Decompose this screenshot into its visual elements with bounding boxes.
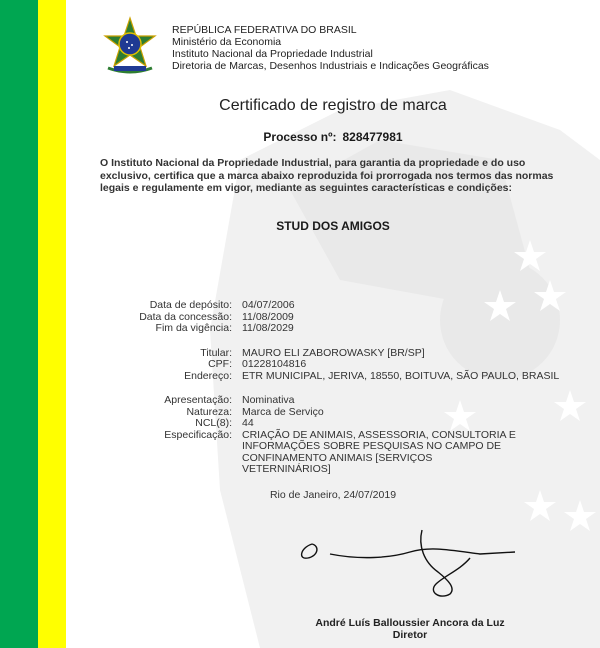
header-line-republic: REPÚBLICA FEDERATIVA DO BRASIL bbox=[172, 24, 357, 36]
address-label: Endereço: bbox=[184, 369, 232, 382]
intro-paragraph: O Instituto Nacional da Propriedade Industrial, para garantia da propriedade e do uso exclusivo, certifica que a marca abaixo reproduzida foi prorrogada nos termos das normas legais e regulamente em vigor, mediante as seguintes características e condições: bbox=[100, 157, 554, 194]
nature-value: Marca de Serviço bbox=[242, 405, 324, 418]
cpf-value: 01228104816 bbox=[242, 358, 307, 370]
cpf-label: CPF: bbox=[208, 358, 232, 370]
end-date-label: Fim da vigência: bbox=[155, 322, 232, 334]
process-label: Processo nº: bbox=[263, 130, 337, 144]
cpf-row bbox=[0, 359, 562, 371]
process-number bbox=[66, 130, 600, 144]
deposit-date-label: Data de depósito: bbox=[149, 299, 232, 311]
director-signature bbox=[290, 528, 520, 600]
place-date: Rio de Janeiro, 24/07/2019 bbox=[269, 489, 397, 501]
specification-row bbox=[0, 430, 562, 476]
ncl-label: NCL(8): bbox=[195, 417, 232, 429]
deposit-date-value: 04/07/2006 bbox=[242, 299, 295, 311]
address-row bbox=[0, 371, 562, 383]
header-line-directorate: Diretoria de Marcas, Desenhos Industriais e Indicações Geográficas bbox=[172, 60, 489, 72]
deposit-date-row bbox=[0, 300, 562, 312]
grant-date-value: 11/08/2009 bbox=[242, 310, 294, 323]
mark-name: STUD DOS AMIGOS bbox=[276, 219, 390, 233]
certificate-title: Certificado de registro de marca bbox=[219, 97, 447, 114]
nature-row bbox=[0, 407, 562, 419]
brazil-coat-of-arms-seal bbox=[100, 16, 160, 76]
end-date-value: 11/08/2029 bbox=[242, 322, 294, 334]
specification-value: CRIAÇÃO DE ANIMAIS, ASSESSORIA, CONSULTORIA E INFORMAÇÕES SOBRE PESQUISAS NO CAMPO DE CONFINAMENTO ANIMAIS [SERVIÇOS VETERNINÁRIOS] bbox=[242, 428, 516, 475]
nature-label: Natureza: bbox=[186, 405, 232, 418]
grant-date-label: Data da concessão: bbox=[139, 310, 232, 323]
address-value: ETR MUNICIPAL, JERIVA, 18550, BOITUVA, SÃO PAULO, BRASIL bbox=[242, 369, 560, 382]
ncl-row bbox=[0, 418, 562, 430]
end-date-row bbox=[0, 323, 562, 335]
specification-label: Especificação: bbox=[164, 428, 232, 441]
header-line-ministry: Ministério da Economia bbox=[172, 36, 282, 48]
signer-name: André Luís Balloussier Ancora da Luz bbox=[315, 617, 505, 629]
issuer-header bbox=[172, 24, 489, 72]
presentation-value: Nominativa bbox=[242, 394, 295, 406]
process-value: 828477981 bbox=[342, 130, 403, 144]
presentation-label: Apresentação: bbox=[164, 394, 232, 406]
titular-value: MAURO ELI ZABOROWASKY [BR/SP] bbox=[242, 346, 425, 359]
signer-block bbox=[240, 617, 580, 641]
titular-label: Titular: bbox=[200, 346, 232, 359]
presentation-row bbox=[0, 395, 562, 407]
ncl-value: 44 bbox=[242, 417, 254, 429]
signer-role: Diretor bbox=[392, 629, 428, 641]
header-line-institute: Instituto Nacional da Propriedade Industrial bbox=[172, 48, 373, 60]
certificate-details bbox=[0, 300, 562, 476]
